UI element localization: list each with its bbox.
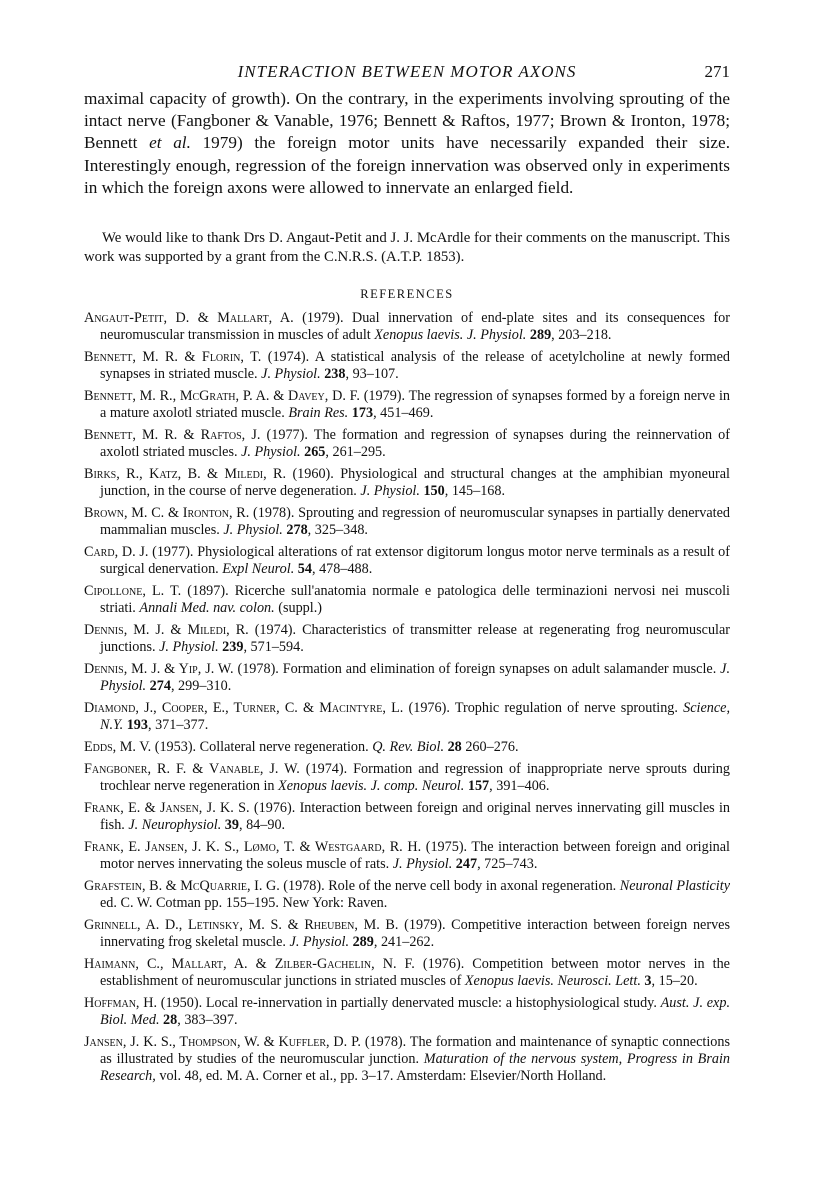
reference-volume: 157: [464, 778, 490, 794]
reference-authors: Birks, R., Katz, B. & Miledi, R.: [84, 466, 287, 482]
reference-pages: , 371–377.: [147, 717, 209, 734]
reference-volume: 238: [320, 366, 346, 383]
reference-text: (1978). The formation and maintenance of synaptic connections as illustrated by studies of the neuromuscular junction.: [100, 1033, 730, 1067]
reference-authors: Hoffman, H.: [84, 994, 158, 1011]
reference-item: [84, 349, 730, 383]
reference-text: (1977). The formation and regression of synapses during the reinnervation of axolotl striated muscles.: [100, 427, 731, 461]
reference-item: [84, 878, 730, 912]
reference-item: [84, 739, 730, 756]
reference-journal: Science, N.Y.: [100, 700, 731, 734]
reference-text: (1976). Interaction between foreign and original nerves innervating gill muscles in fish.: [100, 799, 730, 833]
reference-pages: , 93–107.: [345, 366, 399, 383]
reference-journal: J. Physiol.: [241, 444, 301, 461]
reference-text: (1953). Collateral nerve regeneration.: [151, 739, 373, 755]
reference-volume: 150: [419, 483, 445, 500]
reference-text: (1979). Dual innervation of end-plate sites and its consequences for neuromuscular transmission in muscles of adult: [100, 310, 730, 344]
reference-pages: 260–276.: [461, 739, 519, 755]
reference-item: [84, 310, 730, 344]
reference-pages: (suppl.): [274, 600, 322, 617]
reference-authors: Brown, M. C. & Ironton, R.: [84, 505, 250, 521]
reference-text: (1974). A statistical analysis of the release of acetylcholine at newly formed synapses in striated muscle.: [100, 349, 730, 383]
reference-volume: 278: [282, 522, 308, 539]
reference-text: (1978). Formation and elimination of foreign synapses on adult salamander muscle.: [233, 661, 721, 677]
body-paragraph: [84, 88, 730, 199]
reference-pages: , 84–90.: [238, 817, 286, 833]
reference-text: (1979). The regression of synapses formed by a foreign nerve in a mature axolotl striated muscle.: [100, 388, 731, 422]
reference-journal: J. Neurophysiol.: [128, 817, 222, 833]
reference-pages: , 478–488.: [311, 561, 373, 578]
reference-volume: 239: [218, 639, 244, 656]
reference-pages: , 451–469.: [373, 405, 434, 422]
reference-pages: , 145–168.: [444, 483, 506, 500]
reference-volume: 28: [444, 739, 462, 755]
reference-text: (1974). Formation and regression of inappropriate nerve sprouts during trochlear nerve regeneration in: [100, 760, 730, 794]
reference-item: [84, 466, 730, 500]
reference-pages: , 571–594.: [243, 639, 304, 656]
reference-text: (1979). Competitive interaction between foreign nerves innervating frog skeletal muscle.: [100, 916, 730, 950]
reference-pages: , 391–406.: [489, 778, 550, 794]
reference-authors: Bennett, M. R. & Raftos, J.: [84, 427, 261, 443]
reference-journal: Neuronal Plasticity: [619, 877, 730, 894]
body-text-etal: et al.: [149, 133, 191, 153]
reference-text: (1978). Role of the nerve cell body in axonal regeneration.: [279, 877, 620, 894]
reference-authors: Cipollone, L. T.: [84, 583, 182, 599]
reference-journal: J. Physiol.: [392, 856, 453, 872]
reference-volume: 3: [640, 973, 652, 989]
reference-text: (1976). Trophic regulation of nerve sprouting.: [403, 700, 684, 716]
reference-volume: 193: [123, 717, 148, 734]
page-header: [84, 62, 730, 84]
reference-pages: ed. C. W. Cotman pp. 155–195. New York: Raven.: [100, 895, 388, 911]
reference-journal: Aust. J. exp. Biol. Med.: [100, 994, 730, 1028]
reference-journal: J. Physiol.: [100, 661, 731, 695]
reference-journal: J. Physiol.: [223, 522, 283, 539]
reference-authors: Grinnell, A. D., Letinsky, M. S. & Rheuben, M. B.: [84, 916, 399, 933]
reference-authors: Dennis, M. J. & Miledi, R.: [84, 622, 249, 638]
reference-item: [84, 505, 730, 539]
reference-authors: Angaut-Petit, D. & Mallart, A.: [84, 310, 294, 326]
reference-pages: , 261–295.: [325, 444, 386, 461]
reference-journal: J. Physiol.: [360, 483, 420, 500]
reference-pages: vol. 48, ed. M. A. Corner et al., pp. 3–17. Amsterdam: Elsevier/North Holland.: [155, 1068, 607, 1085]
reference-authors: Haimann, C., Mallart, A. & Zilber-Gachelin, N. F.: [84, 955, 415, 972]
reference-journal: Annali Med. nav. colon.: [139, 600, 275, 617]
reference-volume: 28: [159, 1012, 178, 1028]
reference-journal: Xenopus laevis. Neurosci. Lett.: [464, 973, 641, 989]
reference-item: [84, 800, 730, 834]
reference-item: [84, 956, 730, 990]
reference-volume: 247: [452, 856, 478, 872]
reference-volume: 54: [294, 561, 312, 578]
reference-journal: J. Physiol.: [261, 366, 321, 383]
reference-item: [84, 761, 730, 795]
reference-journal: Xenopus laevis. J. comp. Neurol.: [278, 778, 465, 794]
reference-item: [84, 427, 730, 461]
reference-journal: J. Physiol.: [289, 934, 350, 950]
references-heading: REFERENCES: [360, 287, 454, 301]
reference-pages: , 299–310.: [170, 678, 232, 695]
reference-pages: , 203–218.: [551, 327, 612, 344]
reference-text: (1960). Physiological and structural changes at the amphibian myoneural junction, in the course of nerve degeneration.: [100, 466, 730, 500]
reference-text: (1977). Physiological alterations of rat extensor digitorum longus motor nerve terminals as a result of surgical denervation.: [100, 544, 730, 578]
reference-authors: Frank, E. & Jansen, J. K. S.: [84, 799, 250, 816]
acknowledgement: We would like to thank Drs D. Angaut-Petit and J. J. McArdle for their comments on the manuscript. This work was supported by a grant from the C.N.R.S. (A.T.P. 1853).: [84, 230, 730, 265]
reference-authors: Fangboner, R. F. & Vanable, J. W.: [84, 760, 300, 777]
reference-journal: Q. Rev. Biol.: [372, 739, 445, 755]
reference-text: (1974). Characteristics of transmitter release at regenerating frog neuromuscular junctions.: [100, 622, 731, 656]
reference-volume: 274: [146, 678, 171, 695]
reference-volume: 289: [349, 934, 374, 950]
reference-authors: Grafstein, B. & McQuarrie, I. G.: [84, 877, 280, 894]
reference-authors: Card, D. J.: [84, 544, 149, 560]
reference-item: [84, 995, 730, 1029]
reference-authors: Diamond, J., Cooper, E., Turner, C. & Macintyre, L.: [84, 700, 404, 716]
reference-text: (1976). Competition between motor nerves in the establishment of neuromuscular junctions in striated muscles of: [100, 955, 730, 989]
reference-text: (1978). Sprouting and regression of neuromuscular synapses in partially denervated mammalian muscles.: [100, 505, 730, 539]
reference-authors: Bennett, M. R. & Florin, T.: [84, 349, 262, 365]
reference-item: [84, 839, 730, 873]
reference-pages: , 725–743.: [477, 856, 538, 872]
reference-authors: Dennis, M. J. & Yip, J. W.: [84, 661, 234, 677]
reference-item: [84, 1034, 730, 1086]
reference-volume: 173: [348, 405, 374, 422]
reference-text: (1897). Ricerche sull'anatomia normale e patologica delle terminazioni nervosi nei muscoli striati.: [100, 583, 730, 617]
reference-item: [84, 661, 730, 695]
reference-item: [84, 583, 730, 617]
reference-volume: 265: [300, 444, 326, 461]
reference-volume: 39: [221, 817, 239, 833]
reference-item: [84, 622, 730, 656]
reference-item: [84, 544, 730, 578]
reference-journal: Brain Res.: [288, 405, 349, 422]
reference-item: [84, 388, 730, 422]
reference-authors: Jansen, J. K. S., Thompson, W. & Kuffler, D. P.: [84, 1033, 361, 1050]
reference-pages: , 15–20.: [651, 973, 698, 989]
reference-journal: J. Physiol.: [159, 639, 219, 656]
reference-item: [84, 700, 730, 734]
running-title: INTERACTION BETWEEN MOTOR AXONS: [237, 62, 577, 81]
reference-journal: Maturation of the nervous system, Progress in Brain Research,: [100, 1051, 730, 1085]
body-text-1: maximal capacity of growth). On the contrary, in the experiments involving sprouting of the intact nerve (Fangboner & Vanable, 1976; Bennett & Raftos, 1977; Brown & Ironton, 1978; Bennett: [84, 89, 730, 153]
reference-text: (1950). Local re-innervation in partially denervated muscle: a histophysiological study.: [157, 994, 661, 1011]
reference-volume: 289: [526, 327, 552, 344]
page-number: 271: [704, 62, 730, 81]
reference-authors: Bennett, M. R., McGrath, P. A. & Davey, D. F.: [84, 388, 360, 404]
body-text-2: 1979) the foreign motor units have necessarily expanded their size. Interestingly enough, regression of the foreign innervation was observed only in experiments in which the foreign axons were allowed to innervate an enlarged field.: [84, 133, 730, 197]
reference-authors: Edds, M. V.: [84, 739, 152, 755]
reference-list: [84, 310, 730, 1090]
reference-journal: Expl Neurol.: [222, 561, 295, 578]
reference-text: (1975). The interaction between foreign and original motor nerves innervating the soleus muscle of rats.: [100, 838, 730, 872]
reference-pages: , 325–348.: [307, 522, 368, 539]
reference-pages: , 241–262.: [373, 934, 435, 950]
reference-pages: , 383–397.: [177, 1012, 238, 1028]
reference-item: [84, 917, 730, 951]
reference-authors: Frank, E. Jansen, J. K. S., Lømo, T. & Westgaard, R. H.: [84, 838, 422, 855]
reference-journal: Xenopus laevis. J. Physiol.: [374, 327, 527, 344]
